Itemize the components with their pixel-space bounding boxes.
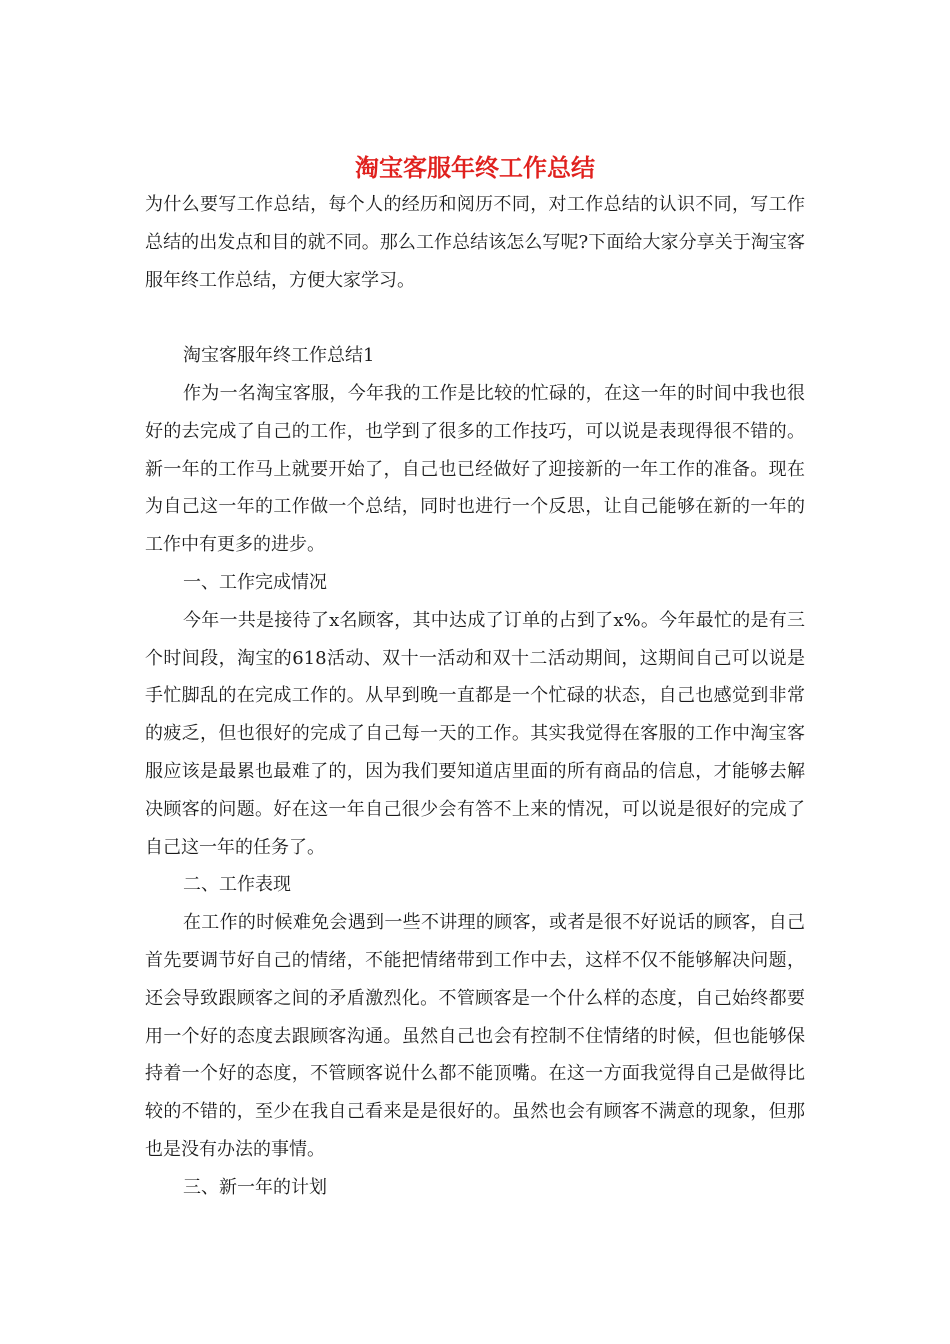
heading-work-performance: 二、工作表现 (183, 874, 291, 896)
blank-line (145, 299, 805, 337)
section-title: 淘宝客服年终工作总结1 (183, 345, 375, 367)
document-title: 淘宝客服年终工作总结 (355, 153, 595, 182)
body-paragraph-3: 在工作的时候难免会遇到一些不讲理的顾客，或者是很不好说话的顾客，自己首先要调节好自己的情绪，不能把情绪带到工作中去，这样不仅不能够解决问题，还会导致跟顾客之间的矛盾激烈化。不管顾客是一个什么样的态度，自己始终都要用一个好的态度去跟顾客沟通。虽然自己也会有控制不住情绪的时候，但也能够保持着一个好的态度，不管顾客说什么都不能顶嘴。在这一方面我觉得自己是做得比较的不错的，至少在我自己看来是是很好的。虽然也会有顾客不满意的现象，但那也是没有办法的事情。 (145, 912, 805, 1160)
body-paragraph-1: 作为一名淘宝客服，今年我的工作是比较的忙碌的，在这一年的时间中我也很好的去完成了自己的工作，也学到了很多的工作技巧，可以说是表现得很不错的。新一年的工作马上就要开始了，自己也已经做好了迎接新的一年工作的准备。现在为自己这一年的工作做一个总结，同时也进行一个反思，让自己能够在新的一年的工作中有更多的进步。 (145, 382, 805, 556)
intro-paragraph: 为什么要写工作总结，每个人的经历和阅历不同，对工作总结的认识不同，写工作总结的出发点和目的就不同。那么工作总结该怎么写呢?下面给大家分享关于淘宝客服年终工作总结，方便大家学习。 (145, 194, 805, 291)
heading-new-year-plan: 三、新一年的计划 (183, 1176, 327, 1198)
heading-work-completion: 一、工作完成情况 (183, 571, 327, 593)
body-paragraph-2: 今年一共是接待了x名顾客，其中达成了订单的占到了x%。今年最忙的是有三个时间段，淘宝的618活动、双十一活动和双十二活动期间，这期间自己可以说是手忙脚乱的在完成工作的。从早到晚一直都是一个忙碌的状态，自己也感觉到非常的疲乏，但也很好的完成了自己每一天的工作。其实我觉得在客服的工作中淘宝客服应该是最累也最难了的，因为我们要知道店里面的所有商品的信息，才能够去解决顾客的问题。好在这一年自己很少会有答不上来的情况，可以说是很好的完成了自己这一年的任务了。 (145, 609, 805, 858)
document-page (145, 150, 805, 1207)
